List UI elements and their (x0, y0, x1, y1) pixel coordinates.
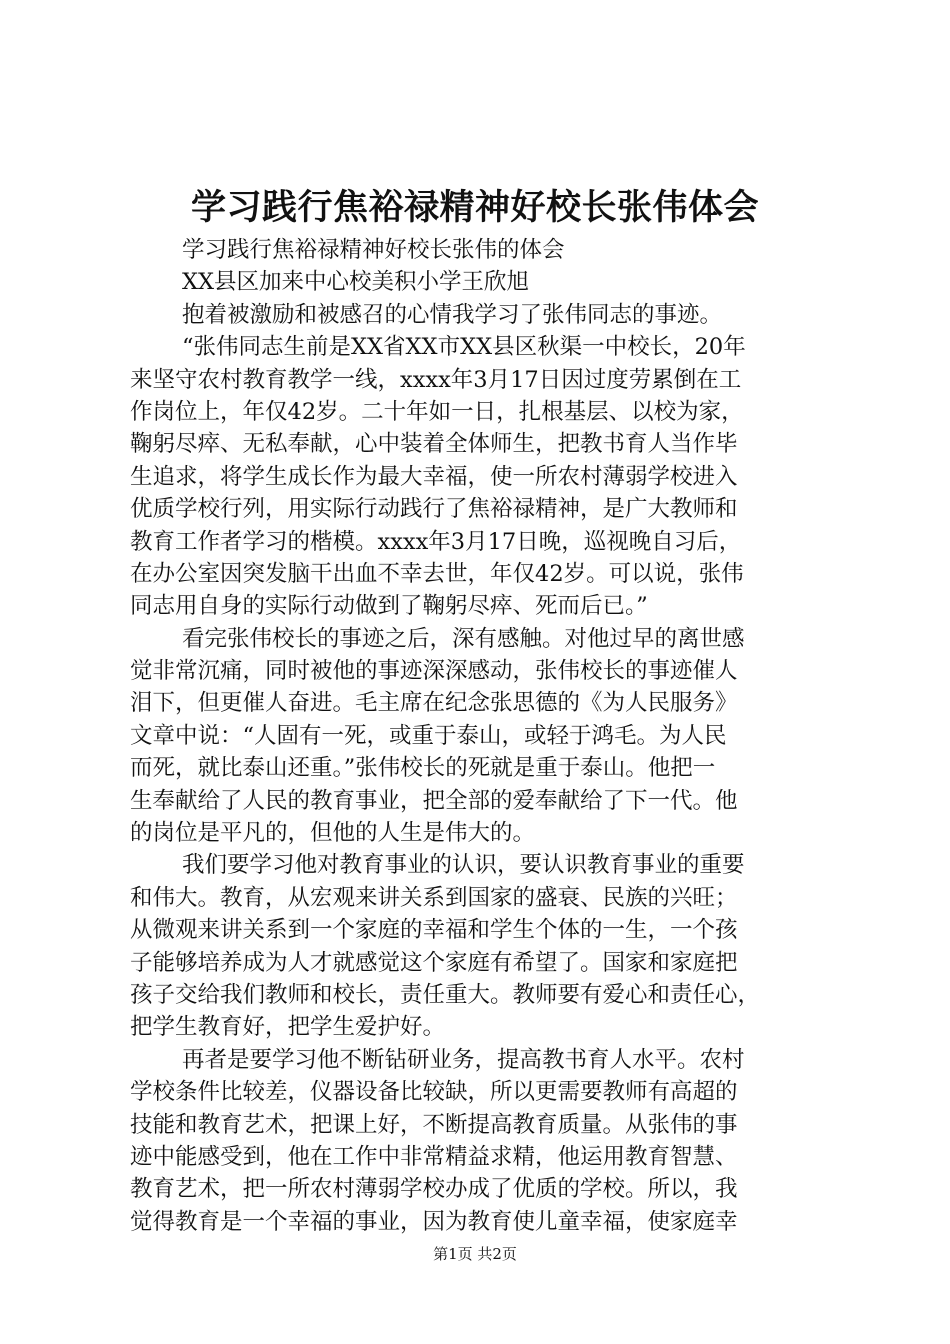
body-line: 看完张伟校长的事迹之后，深有感触。对他过早的离世感 (182, 625, 745, 652)
body-line: 学校条件比较差，仪器设备比较缺，所以更需要教师有高超的 (130, 1079, 738, 1106)
body-line: 孩子交给我们教师和校长，责任重大。教师要有爱心和责任心， (130, 981, 761, 1008)
body-line: 而死，就比泰山还重。”张伟校长的死就是重于泰山。他把一 (130, 755, 716, 782)
body-line: 教育艺术，把一所农村薄弱学校办成了优质的学校。所以，我 (130, 1176, 738, 1203)
body-line: 子能够培养成为人才就感觉这个家庭有希望了。国家和家庭把 (130, 949, 738, 976)
body-line: 作岗位上，年仅42岁。二十年如一日，扎根基层、以校为家， (130, 398, 744, 425)
body-line: 我们要学习他对教育事业的认识，要认识教育事业的重要 (182, 852, 745, 879)
body-line: 迹中能感受到，他在工作中非常精益求精，他运用教育智慧、 (130, 1143, 738, 1170)
body-line: 文章中说：“人固有一死，或重于泰山，或轻于鸿毛。为人民 (130, 722, 727, 749)
page-footer: 第1页 共2页 (433, 1245, 517, 1263)
body-line: 优质学校行列，用实际行动践行了焦裕禄精神，是广大教师和 (130, 496, 738, 523)
body-line: 抱着被激励和被感召的心情我学习了张伟同志的事迹。 (182, 301, 723, 328)
body-line: 同志用自身的实际行动做到了鞠躬尽瘁、死而后已。” (130, 593, 648, 620)
document-title: 学习践行焦裕禄精神好校长张伟体会 (190, 187, 759, 228)
body-line: 鞠躬尽瘁、无私奉献，心中装着全体师生，把教书育人当作毕 (130, 431, 738, 458)
body-line: 技能和教育艺术，把课上好，不断提高教育质量。从张伟的事 (130, 1111, 738, 1138)
body-line: 的岗位是平凡的，但他的人生是伟大的。 (130, 820, 536, 847)
document-body (130, 234, 830, 1238)
body-line: 学习践行焦裕禄精神好校长张伟的体会 (182, 237, 565, 263)
body-line: 生追求，将学生成长作为最大幸福，使一所农村薄弱学校进入 (130, 463, 738, 490)
body-line: 从微观来讲关系到一个家庭的幸福和学生个体的一生，一个孩 (130, 917, 738, 944)
body-line: 生奉献给了人民的教育事业，把全部的爱奉献给了下一代。他 (130, 787, 738, 814)
body-line: 来坚守农村教育教学一线，xxxx年3月17日因过度劳累倒在工 (130, 366, 742, 393)
body-line: 把学生教育好，把学生爱护好。 (130, 1014, 446, 1041)
body-line: XX县区加来中心校美积小学王欣旭 (182, 269, 530, 296)
body-line: 在办公室因突发脑干出血不幸去世，年仅42岁。可以说，张伟 (130, 560, 744, 587)
body-line: 觉非常沉痛，同时被他的事迹深深感动，张伟校长的事迹催人 (130, 658, 738, 685)
body-line: 觉得教育是一个幸福的事业，因为教育使儿童幸福，使家庭幸 (130, 1208, 738, 1235)
body-line: 泪下，但更催人奋进。毛主席在纪念张思德的《为人民服务》 (130, 690, 738, 717)
body-line: “张伟同志生前是XX省XX市XX县区秋渠一中校长，20年 (182, 334, 746, 361)
body-line: 和伟大。教育，从宏观来讲关系到国家的盛衰、民族的兴旺； (130, 884, 738, 911)
body-line: 再者是要学习他不断钻研业务，提高教书育人水平。农村 (182, 1046, 745, 1073)
body-line: 教育工作者学习的楷模。xxxx年3月17日晚，巡视晚自习后， (130, 528, 742, 555)
